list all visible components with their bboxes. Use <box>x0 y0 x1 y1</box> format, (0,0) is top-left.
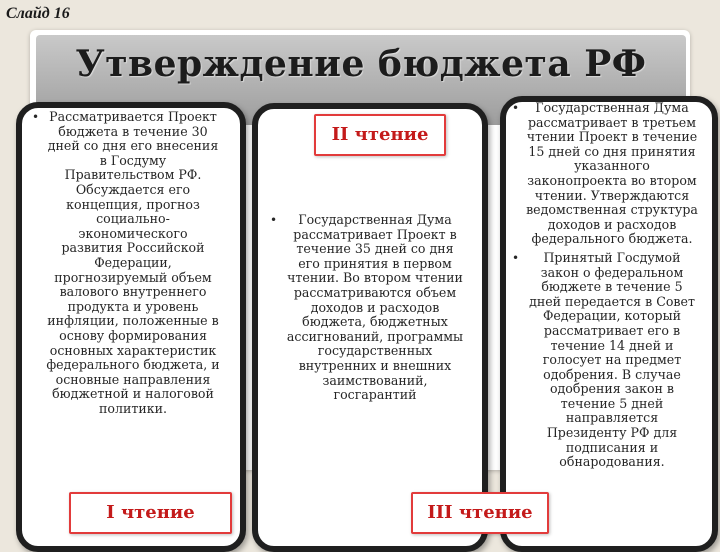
first-reading-bullets <box>32 110 220 420</box>
bullet-item: • Принятый Госдумой закон о федеральном бюджете в течение 5 дней передается в Совет Федерации, который рассматривает его в течение 14 дней и голосует на предмет одобрения. В случае одобрения закон в течение 5 дней направляется Президенту РФ для подписания и обнародования. <box>512 251 698 470</box>
second-reading-bullets <box>270 213 466 407</box>
slide-number-label: Слайд 16 <box>6 5 70 22</box>
bullet-item: • Государственная Дума рассматривает Проект в течение 35 дней со дня его принятия в первом чтении. Во втором чтении рассматриваются объем доходов и расходов бюджета, бюджетных ассигнований, программы государственных внутренних и внешних заимствований, госгарантий <box>270 213 466 403</box>
third-reading-bullets <box>512 101 698 474</box>
second-reading-badge: II чтение <box>314 114 446 156</box>
slide-title: Утверждение бюджета РФ <box>75 43 647 85</box>
bullet-item: • Государственная Дума рассматривает в третьем чтении Проект в течение 15 дней со дня принятия указанного законопроекта во втором чтении. Утверждаются ведомственная структура доходов и расходов федерального бюджета. <box>512 101 698 247</box>
bullet-item: • Рассматривается Проект бюджета в течение 30 дней со дня его внесения в Госдуму Правительством РФ. Обсуждается его концепция, прогноз социально-экономического развития Российской Федерации, прогнозируемый объем валового внутреннего продукта и уровень инфляции, положенные в основу формирования основных характеристик федерального бюджета, и основные направления бюджетной и налоговой политики. <box>32 110 220 416</box>
third-reading-badge: III чтение <box>411 492 549 534</box>
first-reading-badge: I чтение <box>69 492 232 534</box>
